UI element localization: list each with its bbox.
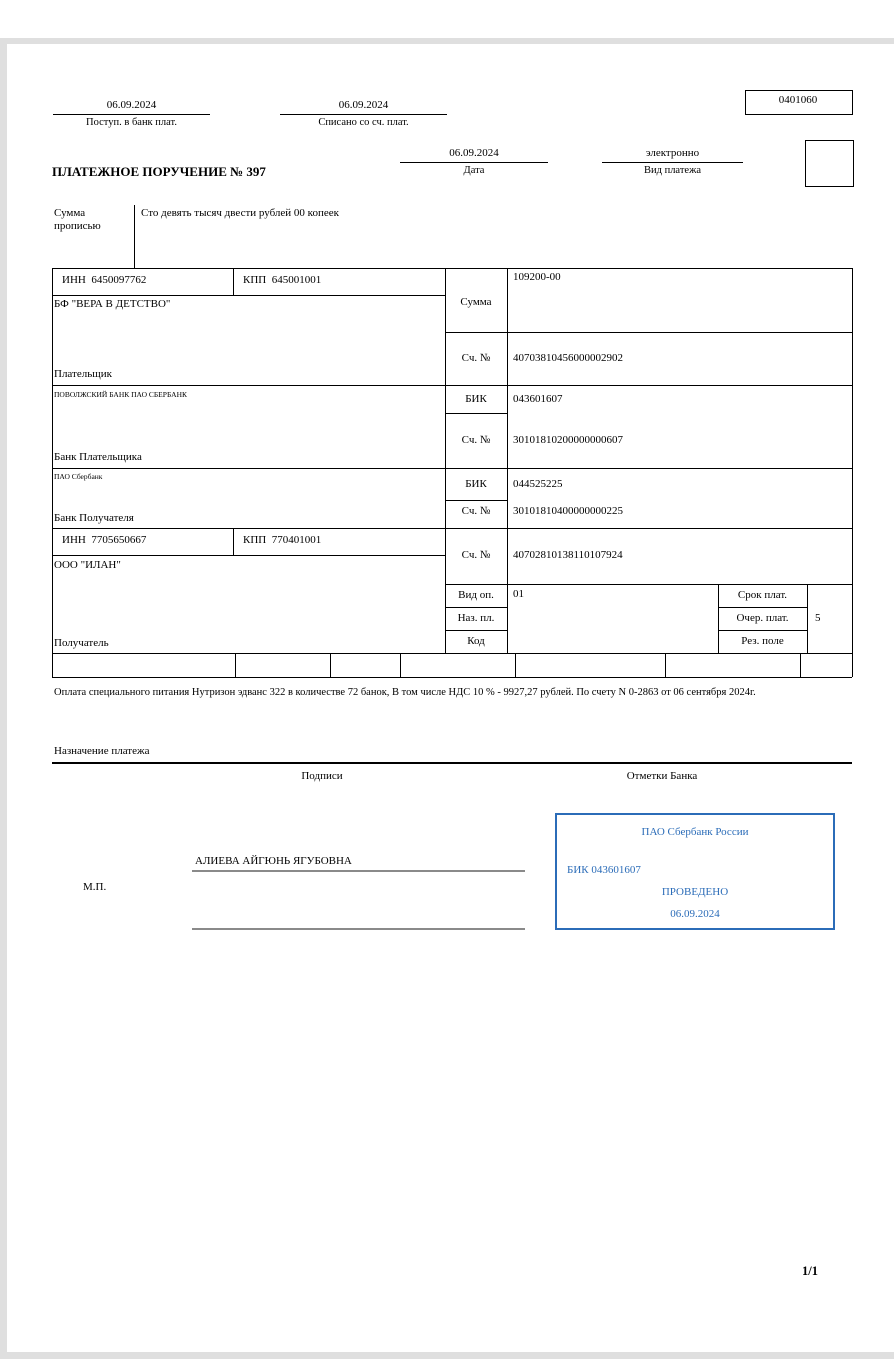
payee-bank-bik-label: БИК [465,478,487,490]
grid-line [507,268,508,653]
grid-line [515,653,516,677]
stamp-status: ПРОВЕДЕНО [661,886,729,898]
amount-words-label: Сумма прописью [54,207,101,233]
payer-bank-label: Банк Плательщика [54,451,142,463]
grid-line [445,500,507,501]
grid-line [52,653,852,654]
table-left-border [52,268,53,677]
form-code-box [745,90,853,115]
purpose-label: Назначение платежа [54,745,150,757]
code-label: Код [467,635,485,647]
purpose-text: Оплата специального питания Нутризон эдванс 322 в количестве 72 банок, В том числе НДС 10 % - 9927,27 рублей. По счету N 0-2863 от 06 сентября 2024г. [54,687,756,698]
amount-label: Сумма [460,296,492,308]
purpose-code-label: Наз. пл. [457,612,495,624]
payee-inn-label: ИНН [62,534,86,546]
page-title: ПЛАТЕЖНОЕ ПОРУЧЕНИЕ № 397 [52,164,266,179]
payee-inn-value: 7705650667 [91,534,147,546]
payer-label: Плательщик [54,368,112,380]
payee-bank-label: Банк Получателя [54,512,134,524]
bank-marks-header: Отметки Банка [626,770,698,782]
date-underline [400,162,548,163]
document-date: 06.09.2024 [449,147,499,159]
received-date-underline [53,114,210,115]
debited-date: 06.09.2024 [338,99,389,111]
priority-value: 5 [815,612,821,624]
debited-date-underline [280,114,447,115]
payee-kpp-value: 770401001 [271,534,322,546]
payee-bank-bik-value: 044525225 [513,478,563,490]
pay-term-label: Срок плат. [737,589,788,601]
amount-value: 109200-00 [513,271,561,283]
table-right-border [852,268,853,677]
payer-account-label: Сч. № [461,352,491,364]
payee-kpp-label: КПП [243,534,267,546]
payer-inn-label: ИНН [62,274,86,286]
payer-bank-bik-label: БИК [465,393,487,405]
payee-name: ООО "ИЛАН" [54,559,121,571]
payer-account-value: 40703810456000002902 [513,352,623,364]
status-box-empty [805,140,854,187]
grid-line [52,295,445,296]
received-in-bank-date: 06.09.2024 [106,99,157,111]
amount-words-divider [134,205,135,268]
payee-inn [62,534,146,547]
payment-kind-value: электронно [645,147,700,159]
grid-line [52,385,852,386]
stamp-place-label: М.П. [83,881,107,893]
form-code: 0401060 [778,94,818,106]
signature-line-1 [192,870,525,872]
signature-line-2 [192,928,525,930]
table-top-border [52,268,852,269]
grid-line [330,653,331,677]
grid-line [445,584,852,585]
payee-account-label: Сч. № [461,549,491,561]
stamp-bik: БИК 043601607 [567,864,641,876]
grid-line [665,653,666,677]
grid-line [718,630,807,631]
grid-line [233,268,234,295]
grid-line [718,607,807,608]
payment-kind-underline [602,162,743,163]
grid-line [445,413,507,414]
payer-kpp-value: 645001001 [271,274,322,286]
payer-kpp-label: КПП [243,274,267,286]
priority-label: Очер. плат. [736,612,789,624]
grid-line [52,677,852,678]
payee-bank-corr-value: 30101810400000000225 [513,505,623,517]
op-type-label: Вид оп. [458,589,494,601]
grid-line [233,528,234,555]
debited-label: Списано со сч. плат. [318,117,409,128]
grid-line [52,555,445,556]
grid-line [52,528,852,529]
bank-stamp [555,813,835,930]
amount-words-value: Сто девять тысяч двести рублей 00 копеек [141,207,339,219]
payer-bank-name: ПОВОЛЖСКИЙ БАНК ПАО СБЕРБАНК [54,390,187,399]
payee-bank-name: ПАО Сбербанк [54,472,103,481]
stamp-date: 06.09.2024 [670,908,720,920]
grid-line [445,607,507,608]
received-in-bank-label: Поступ. в банк плат. [86,117,177,128]
purpose-underline [52,762,852,764]
stamp-bank-name: ПАО Сбербанк России [641,826,749,838]
payee-bank-corr-label: Сч. № [461,505,491,517]
grid-line [235,653,236,677]
payer-bank-bik-value: 043601607 [513,393,563,405]
payee-account-value: 40702810138110107924 [513,549,623,561]
page-number: 1/1 [802,1264,818,1278]
date-label: Дата [463,165,485,176]
payment-kind-label: Вид платежа [643,165,701,176]
signatures-header: Подписи [301,770,343,782]
grid-line [52,468,852,469]
op-type-value: 01 [513,588,524,600]
payee-label: Получатель [54,637,109,649]
payer-name: БФ "ВЕРА В ДЕТСТВО" [54,298,171,310]
payer-bank-corr-label: Сч. № [461,434,491,446]
signer-name: АЛИЕВА АЙГЮНЬ ЯГУБОВНА [195,855,352,867]
grid-line [445,630,507,631]
grid-line [807,584,808,653]
grid-line [445,332,852,333]
grid-line [800,653,801,677]
reserve-label: Рез. поле [741,635,784,647]
grid-line [400,653,401,677]
payer-inn [62,274,146,287]
payer-bank-corr-value: 30101810200000000607 [513,434,623,446]
payer-inn-value: 6450097762 [91,274,147,286]
payer-kpp [243,274,321,287]
payee-kpp [243,534,321,547]
